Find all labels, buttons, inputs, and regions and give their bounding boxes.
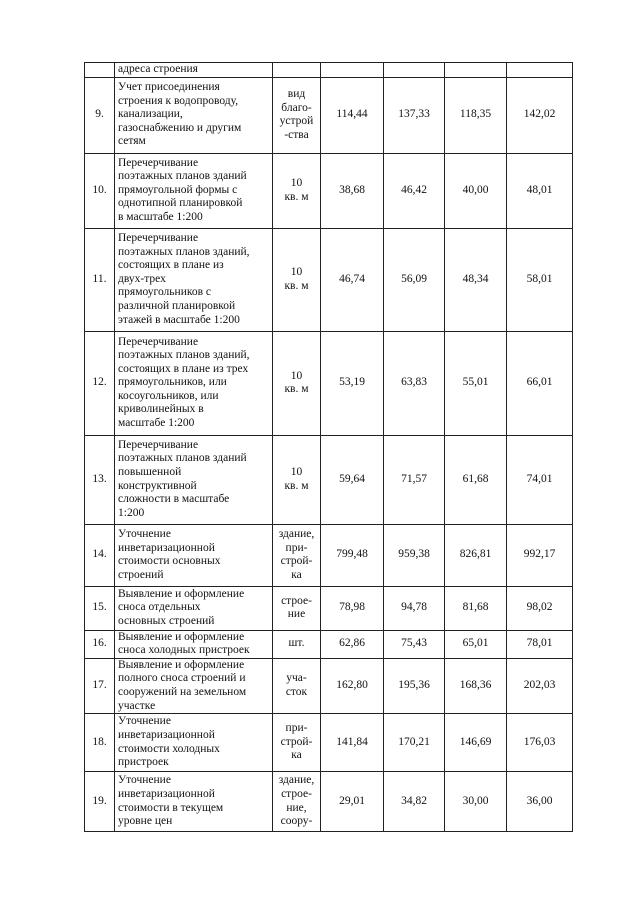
row-number: 18. [85,714,115,772]
price-value-1: 59,64 [321,435,384,524]
table-row [85,435,573,524]
row-number: 11. [85,228,115,331]
row-number: 10. [85,153,115,228]
price-value-1: 46,74 [321,228,384,331]
price-value-2: 63,83 [384,331,445,435]
work-description: Перечерчивание поэтажных планов зданий повышенной конструктивной сложности в масштабе 1:200 [115,435,273,524]
table-row [85,630,573,658]
table-row [85,524,573,586]
price-value-2: 94,78 [384,586,445,630]
price-value-3: 40,00 [445,153,507,228]
row-number: 15. [85,586,115,630]
price-value-4: 142,02 [507,77,573,153]
work-description: Перечерчивание поэтажных планов зданий, состоящих в плане из трех прямоугольников, или косоугольников, или криволинейных в масштабе 1:200 [115,331,273,435]
price-value-4 [507,63,573,78]
measurement-unit: 10 кв. м [273,228,321,331]
price-value-3: 61,68 [445,435,507,524]
price-value-3: 168,36 [445,658,507,713]
work-description: Перечерчивание поэтажных планов зданий, состоящих в плане из двух-трех прямоугольников с различной планировкой этажей в масштабе 1:200 [115,228,273,331]
price-value-2: 170,21 [384,714,445,772]
row-number [85,63,115,78]
price-value-2: 46,42 [384,153,445,228]
row-number: 13. [85,435,115,524]
table-row [85,77,573,153]
measurement-unit: вид благо- устрой -ства [273,77,321,153]
measurement-unit: здание, строе- ние, соору- [273,772,321,832]
price-value-4: 66,01 [507,331,573,435]
measurement-unit: шт. [273,630,321,658]
price-value-3: 118,35 [445,77,507,153]
table-row [85,586,573,630]
price-value-1: 53,19 [321,331,384,435]
row-number: 9. [85,77,115,153]
table-row [85,714,573,772]
table-row [85,331,573,435]
price-value-1: 162,80 [321,658,384,713]
price-value-4: 58,01 [507,228,573,331]
table-row [85,228,573,331]
price-value-1: 62,86 [321,630,384,658]
price-value-2: 137,33 [384,77,445,153]
measurement-unit: 10 кв. м [273,435,321,524]
price-value-2: 56,09 [384,228,445,331]
price-value-3: 48,34 [445,228,507,331]
price-value-4: 74,01 [507,435,573,524]
price-value-3: 65,01 [445,630,507,658]
work-description: Выявление и оформление полного сноса строений и сооружений на земельном участке [115,658,273,713]
price-table [84,62,573,832]
price-value-2: 71,57 [384,435,445,524]
price-value-3: 30,00 [445,772,507,832]
measurement-unit: уча- сток [273,658,321,713]
price-value-4: 992,17 [507,524,573,586]
measurement-unit: здание, при- строй- ка [273,524,321,586]
work-description: Уточнение инветаризационной стоимости основных строений [115,524,273,586]
table-body [85,63,573,832]
row-number: 19. [85,772,115,832]
table-row [85,63,573,78]
price-value-2: 34,82 [384,772,445,832]
price-value-1: 114,44 [321,77,384,153]
row-number: 16. [85,630,115,658]
measurement-unit: 10 кв. м [273,153,321,228]
work-description: Учет присоединения строения к водопроводу, канализации, газоснабжению и другим сетям [115,77,273,153]
price-value-3: 826,81 [445,524,507,586]
price-value-1: 29,01 [321,772,384,832]
price-value-2: 195,36 [384,658,445,713]
work-description: Перечерчивание поэтажных планов зданий прямоугольной формы с однотипной планировкой в масштабе 1:200 [115,153,273,228]
price-value-4: 36,00 [507,772,573,832]
price-value-1 [321,63,384,78]
row-number: 12. [85,331,115,435]
price-value-2 [384,63,445,78]
price-value-4: 48,01 [507,153,573,228]
price-value-1: 141,84 [321,714,384,772]
work-description: Уточнение инветаризационной стоимости холодных пристроек [115,714,273,772]
measurement-unit [273,63,321,78]
measurement-unit: строе- ние [273,586,321,630]
price-value-2: 959,38 [384,524,445,586]
price-value-4: 176,03 [507,714,573,772]
price-value-1: 799,48 [321,524,384,586]
table-row [85,772,573,832]
price-value-1: 78,98 [321,586,384,630]
price-value-3: 55,01 [445,331,507,435]
price-value-3: 146,69 [445,714,507,772]
price-value-3 [445,63,507,78]
price-value-2: 75,43 [384,630,445,658]
table-row [85,153,573,228]
work-description: адреса строения [115,63,273,78]
price-value-4: 98,02 [507,586,573,630]
work-description: Выявление и оформление сноса отдельных основных строений [115,586,273,630]
measurement-unit: 10 кв. м [273,331,321,435]
work-description: Уточнение инветаризационной стоимости в текущем уровне цен [115,772,273,832]
price-value-3: 81,68 [445,586,507,630]
row-number: 14. [85,524,115,586]
price-value-1: 38,68 [321,153,384,228]
work-description: Выявление и оформление сноса холодных пристроек [115,630,273,658]
price-value-4: 78,01 [507,630,573,658]
row-number: 17. [85,658,115,713]
price-value-4: 202,03 [507,658,573,713]
measurement-unit: при- строй- ка [273,714,321,772]
table-row [85,658,573,713]
